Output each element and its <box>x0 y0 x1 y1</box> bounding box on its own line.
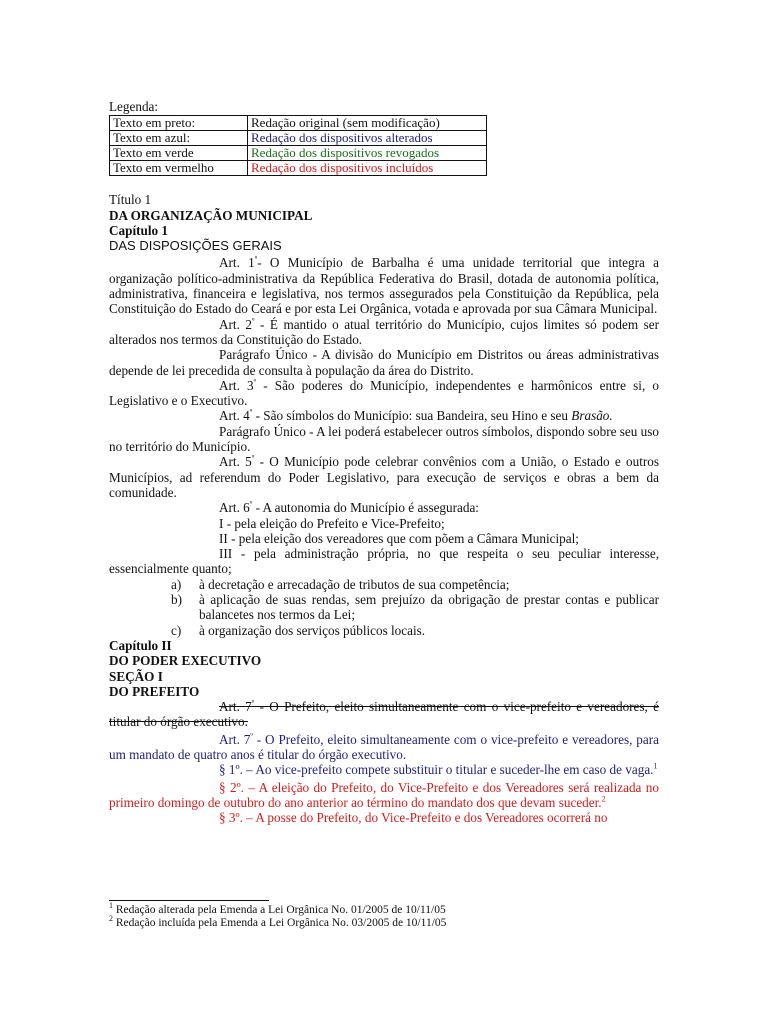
article-6-item-ii: II - pela eleição dos vereadores que com põem a Câmara Municipal; <box>219 530 579 546</box>
footnote-divider <box>109 900 269 901</box>
legend-table <box>109 115 487 176</box>
footnote-ref: 2 <box>601 794 606 804</box>
legend-row <box>110 161 487 176</box>
legend-value: Redação dos dispositivos alterados <box>248 131 487 146</box>
article-7-paragraph-2: § 2º. – A eleição do Prefeito, do Vice-Prefeito e dos Vereadores será realizada no primeiro domingo de outubro do ano anterior ao término do mandato dos que devam suceder.$^2$ <box>109 779 659 810</box>
list-item: b) à aplicação de suas rendas, sem prejuízo da obrigação de prestar contas e publicar balancetes nos termos da Lei; <box>171 592 659 623</box>
article-6-item-i: I - pela eleição do Prefeito e Vice-Prefeito; <box>219 515 445 531</box>
legend-row <box>110 131 487 146</box>
section-1-heading: SEÇÃO I <box>109 668 163 684</box>
document-page <box>109 99 659 825</box>
article-3: Art. $3^º$ - São poderes do Município, independentes e harmônicos entre si, o Legislativo e o Executivo. <box>109 377 659 409</box>
article-7-original: Art. $7^º$ - O Prefeito, eleito simultaneamente com o vice-prefeito e vereadores, é titular do órgão executivo. <box>109 698 659 730</box>
article-7-paragraph-3: § 3º. – A posse do Prefeito, do Vice-Prefeito e dos Vereadores ocorrerá no <box>219 810 608 826</box>
chapter-2-heading: Capítulo II <box>109 637 172 653</box>
legend-row <box>110 116 487 131</box>
executive-heading: DO PODER EXECUTIVO <box>109 653 262 669</box>
legend-value: Redação dos dispositivos revogados <box>248 146 487 161</box>
legend-key: Texto em verde <box>110 146 248 161</box>
article-7-paragraph-1: § 1º. – Ao vice-prefeito compete substituir o titular e suceder-lhe em caso de vaga.$^1$ <box>219 761 658 778</box>
footnote-ref: 1 <box>653 761 658 771</box>
title-heading: Título 1 <box>109 192 152 208</box>
article-2-paragraph: Parágrafo Único - A divisão do Município em Distritos ou áreas administrativas depende de lei precedida de consulta à população da área do Distrito. <box>109 347 659 378</box>
article-6: Art. $6^º$ - A autonomia do Município é assegurada: <box>219 499 479 516</box>
article-5: Art. $5^º$ - O Município pode celebrar convênios com a União, o Estado e outros Municípios, ad referendum do Poder Legislativo, para execução de serviços e obras a bem da comunidade. <box>109 453 659 500</box>
legend-key: Texto em preto: <box>110 116 248 131</box>
legend-row <box>110 146 487 161</box>
list-item: a) à decretação e arrecadação de tributos de sua competência; <box>171 576 510 592</box>
article-2: Art. $2^º$ - É mantido o atual território do Município, cujos limites só podem ser alterados nos termos da Constituição do Estado. <box>109 316 659 347</box>
footnote: $^2$ Redação incluída pela Emenda a Lei Orgânica No. 03/2005 de 10/11/05 <box>109 914 447 929</box>
legend-value: Redação dos dispositivos incluídos <box>248 161 487 176</box>
footnotes <box>109 900 659 930</box>
article-1: Art. $1^º-$ O Município de Barbalha é uma unidade territorial que integra a organização político-administrativa da República Federativa do Brasil, dotada de autonomia política, administrativa, financeira e legislativa, nos termos assegurados pela Constituição da República, pela Constituição do Estado do Ceará e por esta Lei Orgânica, votada e aprovada por sua Câmara Municipal. <box>109 255 659 317</box>
organization-heading: DA ORGANIZAÇÃO MUNICIPAL <box>109 207 313 223</box>
article-7-amended: Art. $7^º$ - O Prefeito, eleito simultaneamente com o vice-prefeito e vereadores, para um mandato de quatro anos é titular do órgão executivo. <box>109 731 659 762</box>
footnote: $^1$ Redação alterada pela Emenda a Lei Orgânica No. 01/2005 de 10/11/05 <box>109 901 446 916</box>
chapter-heading: Capítulo 1 <box>109 222 168 238</box>
legend-key: Texto em vermelho <box>110 161 248 176</box>
legend-key: Texto em azul: <box>110 131 248 146</box>
mayor-heading: DO PREFEITO <box>109 683 200 699</box>
section-heading: DAS DISPOSIÇÕES GERAIS <box>109 238 282 254</box>
article-4-paragraph: Parágrafo Único - A lei poderá estabelecer outros símbolos, dispondo sobre seu uso no território do Município. <box>109 423 659 455</box>
article-4: Art. $4^º$ - São símbolos do Município: sua Bandeira, seu Hino e seu Brasão. <box>219 408 613 424</box>
article-6-item-iii: III - pela administração própria, no que respeita o seu peculiar interesse, essencialmente quanto; <box>109 546 659 577</box>
list-item: c) à organização dos serviços públicos locais. <box>171 622 426 638</box>
legend-value: Redação original (sem modificação) <box>248 116 487 131</box>
legend-title: Legenda: <box>109 99 159 114</box>
